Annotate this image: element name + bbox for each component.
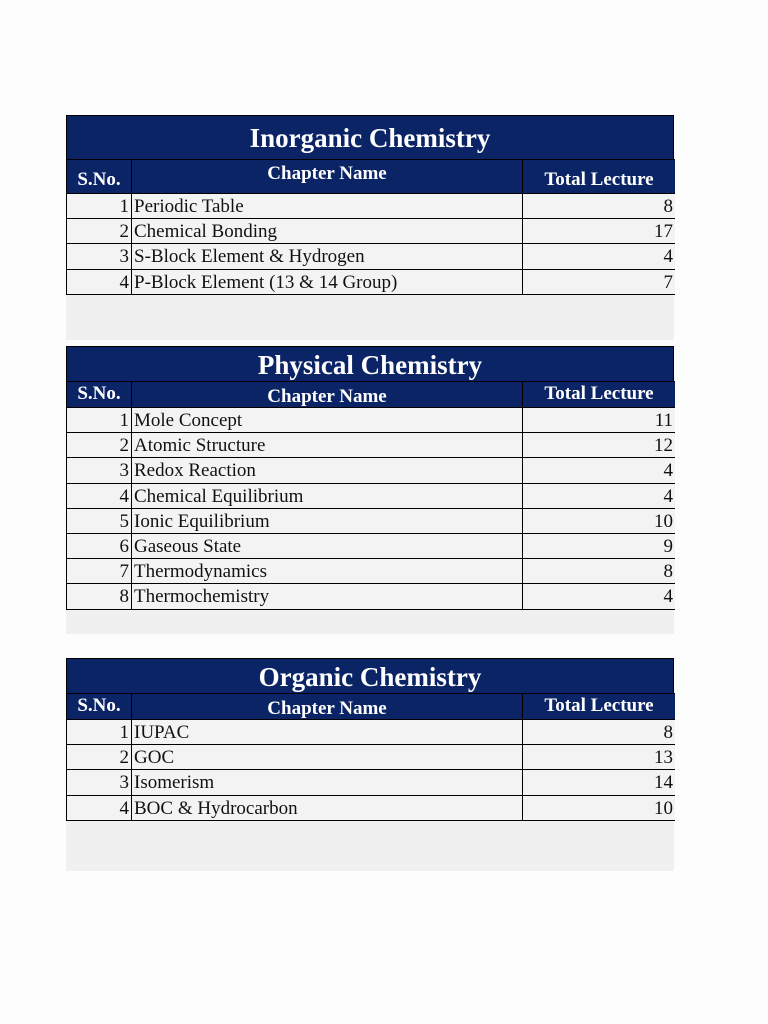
column-header-total: Total Lecture [523,381,675,408]
total-lecture-cell: 17 [523,219,675,244]
total-lecture-cell: 9 [523,534,675,559]
table-body [66,720,674,821]
serial-number-cell: 6 [67,534,131,559]
table-body [66,408,674,610]
chapter-table [66,159,674,194]
column-header-sno: S.No. [67,381,131,408]
total-lecture-cell: 10 [523,796,675,821]
serial-number-cell: 7 [67,559,131,584]
chapter-name-cell: S-Block Element & Hydrogen [131,244,523,269]
section-title: Physical Chemistry [66,346,674,381]
chapter-name-cell: Thermodynamics [131,559,523,584]
chapter-name-cell: Chemical Bonding [131,219,523,244]
total-lecture-cell: 10 [523,509,675,534]
chapter-name-cell: BOC & Hydrocarbon [131,796,523,821]
serial-number-cell: 4 [67,796,131,821]
column-header-total: Total Lecture [523,159,675,194]
total-lecture-cell: 4 [523,584,675,609]
serial-number-cell: 4 [67,484,131,509]
chapter-name-cell: IUPAC [131,720,523,745]
column-header-total: Total Lecture [523,693,675,720]
total-lecture-cell: 4 [523,458,675,483]
chapter-name-cell: Chemical Equilibrium [131,484,523,509]
serial-number-cell: 1 [67,408,131,433]
serial-number-cell: 4 [67,270,131,295]
organic-chemistry-section [66,658,674,871]
serial-number-cell: 5 [67,509,131,534]
chapter-table [66,381,674,408]
chapter-name-cell: Atomic Structure [131,433,523,458]
inorganic-chemistry-section [66,115,674,340]
total-lecture-cell: 4 [523,484,675,509]
total-lecture-cell: 7 [523,270,675,295]
total-lecture-cell: 8 [523,559,675,584]
chapter-name-cell: Periodic Table [131,194,523,219]
chapter-name-cell: Mole Concept [131,408,523,433]
total-lecture-cell: 11 [523,408,675,433]
chapter-name-cell: GOC [131,745,523,770]
serial-number-cell: 3 [67,770,131,795]
serial-number-cell: 8 [67,584,131,609]
serial-number-cell: 2 [67,219,131,244]
total-lecture-cell: 13 [523,745,675,770]
column-header-chapter: Chapter Name [131,693,523,720]
physical-chemistry-section [66,346,674,634]
serial-number-cell: 1 [67,720,131,745]
serial-number-cell: 2 [67,433,131,458]
chapter-table [66,693,674,720]
section-title: Organic Chemistry [66,658,674,693]
total-lecture-cell: 8 [523,194,675,219]
chapter-name-cell: Gaseous State [131,534,523,559]
column-header-sno: S.No. [67,159,131,194]
serial-number-cell: 3 [67,458,131,483]
column-header-sno: S.No. [67,693,131,720]
chapter-name-cell: Thermochemistry [131,584,523,609]
section-title: Inorganic Chemistry [66,115,674,159]
chapter-name-cell: Redox Reaction [131,458,523,483]
chapter-name-cell: Isomerism [131,770,523,795]
total-lecture-cell: 4 [523,244,675,269]
table-body [66,194,674,295]
serial-number-cell: 3 [67,244,131,269]
serial-number-cell: 1 [67,194,131,219]
column-header-chapter: Chapter Name [131,159,523,194]
chapter-name-cell: Ionic Equilibrium [131,509,523,534]
total-lecture-cell: 8 [523,720,675,745]
total-lecture-cell: 12 [523,433,675,458]
column-header-chapter: Chapter Name [131,381,523,408]
chapter-name-cell: P-Block Element (13 & 14 Group) [131,270,523,295]
serial-number-cell: 2 [67,745,131,770]
total-lecture-cell: 14 [523,770,675,795]
